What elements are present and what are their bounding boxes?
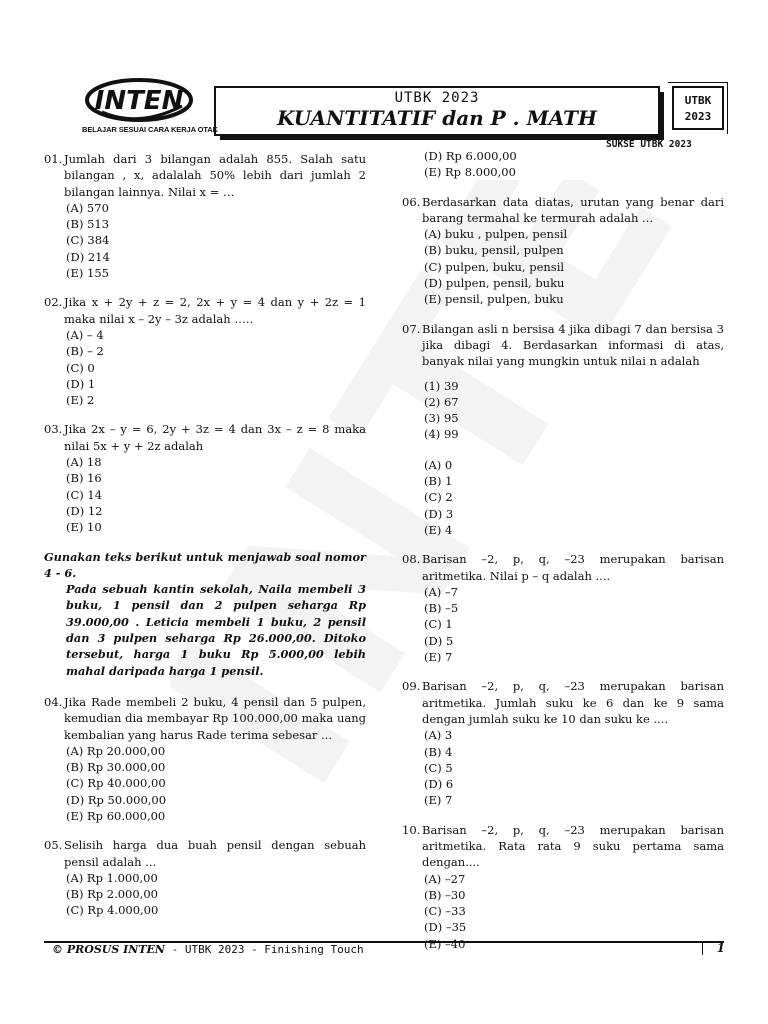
question-text: Jika x + 2y + z = 2, 2x + y = 4 dan y + 2z = 1 maka nilai x – 2y – 3z adalah ….. [64,295,366,326]
option: (B) Rp 2.000,00 [66,887,158,902]
question-01 [44,151,366,281]
option: (A) Rp 20.000,00 [66,743,166,758]
question-10 [402,822,724,952]
footer-copyright: © PROSUS INTEN [52,943,165,956]
option: (A) 3 [424,728,453,743]
passage-body: Pada sebuah kantin sekolah, Naila membeli 3 buku, 1 pensil dan 2 pulpen seharga Rp 39.000,00 . Leticia membeli 1 buku, 2 pensil dan 3 pulpen seharga Rp 26.000,00. Ditoko tersebut, harga 1 buku Rp 5.000,00 lebih mahal daripada harga 1 pensil. [66,582,366,678]
option: (C) –33 [424,904,466,919]
option: (B) 1 [424,474,453,489]
option: (A) –7 [424,584,459,599]
option: (A) –27 [424,871,466,886]
option: (B) buku, pensil, pulpen [424,243,564,258]
option: (C) 14 [66,487,103,502]
option: (C) 0 [66,360,95,375]
question-02 [44,294,366,408]
question-09 [402,678,724,808]
option: (E) 10 [66,520,102,535]
title-sub: UTBK 2023 [394,90,480,106]
option: (E) 2 [66,393,95,408]
option: (A) buku , pulpen, pensil [424,227,568,242]
option: (C) Rp 4.000,00 [66,903,159,918]
option: (C) 5 [424,760,453,775]
question-text: Selisih harga dua buah pensil dengan sebuah pensil adalah ... [64,838,366,869]
question-number: 07. [402,321,421,336]
option: (D) Rp 50.000,00 [66,792,167,807]
question-03 [44,421,366,535]
option: (D) 3 [424,506,454,521]
option: (D) 6 [424,777,454,792]
question-05 [44,837,366,918]
statement: (4) 99 [424,427,459,442]
statement: (1) 39 [424,378,459,393]
footer-text: - UTBK 2023 - Finishing Touch [164,943,364,956]
question-text: Berdasarkan data diatas, urutan yang benar dari barang termahal ke termurah adalah ... [422,194,724,225]
question-07 [402,321,724,539]
option: (B) –30 [424,887,466,902]
logo-tagline: BELAJAR SESUAI CARA KERJA OTAK [82,125,218,134]
question-06 [402,194,724,308]
statement: (3) 95 [424,411,459,426]
option: (A) 0 [424,457,453,472]
option: (C) 1 [424,617,453,632]
option: (B) 16 [66,471,102,486]
option: (E) pensil, pulpen, buku [424,292,564,307]
option: (A) 18 [66,455,102,470]
question-08 [402,551,724,665]
year-badge [672,86,724,130]
question-number: 02. [44,295,63,310]
question-number: 03. [44,422,63,437]
title-box [214,86,660,136]
badge-line2: 2023 [684,110,712,123]
question-text: Barisan –2, p, q, –23 merupakan barisan aritmetika. Rata rata 9 suku pertama sama dengan.... [422,822,724,870]
right-column [402,148,724,965]
option: (E) Rp 60.000,00 [66,808,166,823]
sukse-label: SUKSE UTBK 2023 [606,139,692,150]
footer [52,943,364,956]
page-number: 1 [702,941,725,955]
question-text: Jumlah dari 3 bilangan adalah 855. Salah satu bilangan , x, adalalah 50% lebih dari jumlah 2 bilangan lainnya. Nilai x = … [64,152,366,199]
option: (E) 7 [424,793,453,808]
option: (D) –35 [424,920,467,935]
question-number: 10. [402,822,421,837]
option: (D) 12 [66,503,103,518]
question-text: Jika 2x – y = 6, 2y + 3z = 4 dan 3x – z = 8 maka nilai 5x + y + 2z adalah [64,422,366,453]
question-number: 01. [44,152,63,166]
question-text: Barisan –2, p, q, –23 merupakan barisan aritmetika. Jumlah suku ke 6 dan ke 9 sama dengan jumlah suku ke 10 dan suku ke .... [422,679,724,726]
page-title: KUANTITATIF dan P . MATH [277,106,597,130]
reading-passage [44,549,366,679]
badge-line1: UTBK [684,94,712,107]
option: (C) 384 [66,233,110,248]
question-05-continued [402,148,724,181]
option: (C) 2 [424,490,453,505]
option: (A) Rp 1.000,00 [66,870,158,885]
option: (B) 513 [66,217,110,232]
statement: (2) 67 [424,394,459,409]
option: (C) Rp 40.000,00 [66,776,166,791]
option: (E) Rp 8.000,00 [424,165,516,180]
question-number: 06. [402,194,421,209]
question-number: 08. [402,552,421,567]
option: (D) 5 [424,633,454,648]
option: (B) –5 [424,601,459,616]
option: (B) Rp 30.000,00 [66,760,166,775]
question-text: Barisan –2, p, q, –23 merupakan barisan aritmetika. Nilai p – q adalah .... [422,552,724,583]
question-text: Jika Rade membeli 2 buku, 4 pensil dan 5 pulpen, kemudian dia membayar Rp 100.000,00 maka uang kembalian yang harus Rade terima sebesar ... [64,694,366,742]
option: (C) pulpen, buku, pensil [424,259,565,274]
option: (A) 570 [66,200,109,215]
left-column [44,151,366,932]
option: (D) Rp 6.000,00 [424,149,517,163]
option: (D) 214 [66,249,110,264]
question-text: Bilangan asli n bersisa 4 jika dibagi 7 dan bersisa 3 jika dibagi 4. Berdasarkan informasi di atas, banyak nilai yang mungkin untuk nilai n adalah [422,321,724,369]
option: (E) 7 [424,650,453,665]
option: (B) – 2 [66,344,104,359]
option: (E) 4 [424,522,453,537]
logo-text: INTEN [94,86,184,116]
question-number: 09. [402,679,421,694]
question-04 [44,694,366,824]
option: (D) pulpen, pensil, buku [424,276,565,291]
option: (E) –40 [424,936,466,951]
option: (B) 4 [424,744,453,759]
passage-heading: Gunakan teks berikut untuk menjawab soal nomor 4 - 6. [44,549,366,580]
question-number: 04. [44,694,63,709]
option: (D) 1 [66,376,96,391]
option: (A) – 4 [66,327,104,342]
option: (E) 155 [66,266,109,281]
question-number: 05. [44,838,63,853]
